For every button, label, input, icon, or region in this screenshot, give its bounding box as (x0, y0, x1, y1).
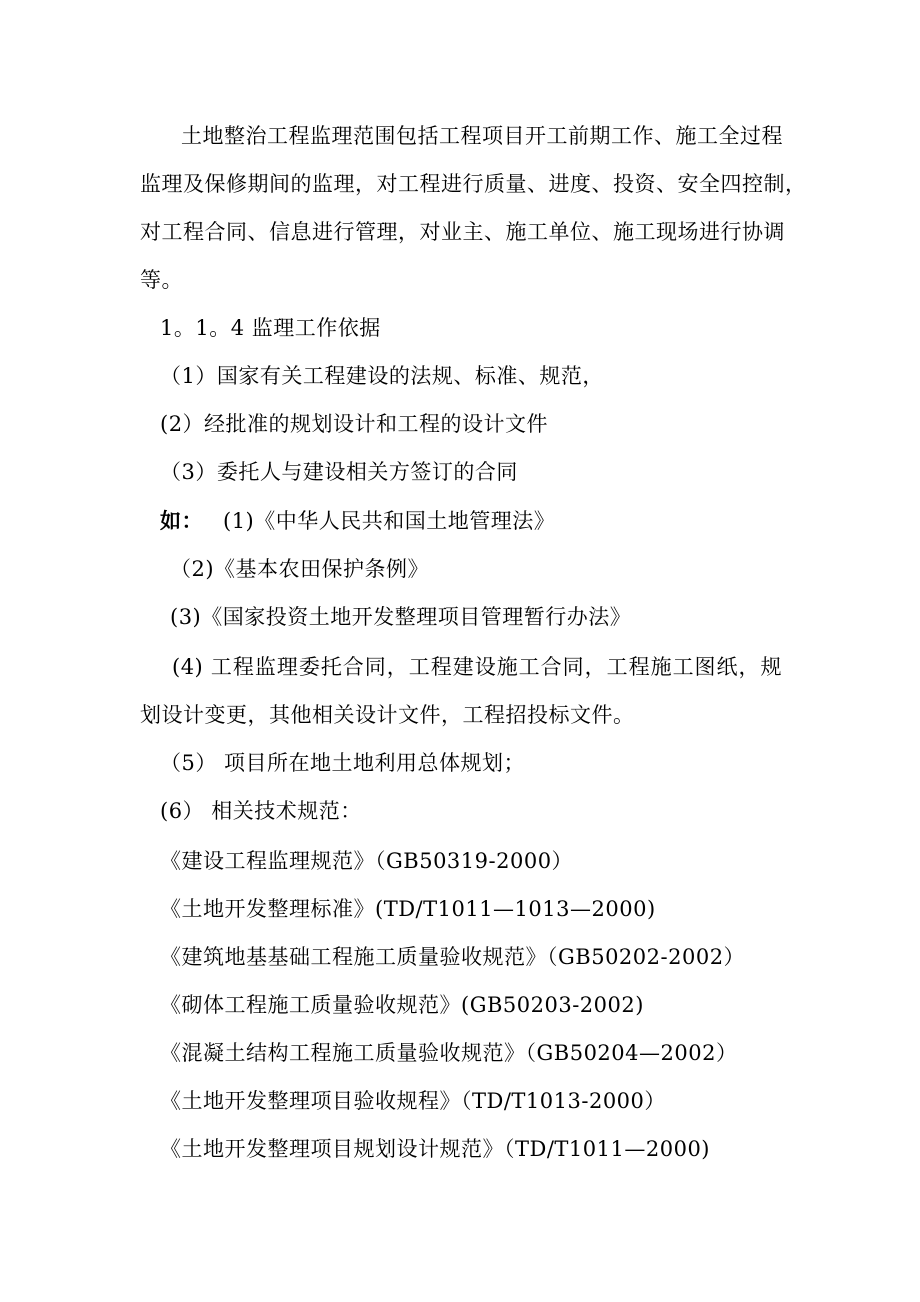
standard-6: 《土地开发整理项目验收规程》（TD/T1013-2000） (160, 1089, 666, 1113)
paragraph-line-4: 等。 (140, 268, 183, 292)
paragraph-line-2: 监理及保修期间的监理，对工程进行质量、进度、投资、安全四控制， (140, 172, 807, 196)
example-item-3: (3)《国家投资土地开发整理项目管理暂行办法》 (170, 605, 632, 629)
example-item-1: (1)《中华人民共和国土地管理法》 (223, 509, 556, 533)
item4-line-2: 划设计变更，其他相关设计文件，工程招投标文件。 (140, 703, 635, 727)
standard-1: 《建设工程监理规范》（GB50319-2000） (160, 849, 574, 873)
standard-2: 《土地开发整理标准》(TD/T1011—1013—2000) (160, 897, 656, 921)
standard-4: 《砌体工程施工质量验收规范》(GB50203-2002) (160, 993, 644, 1017)
item5: （5） 项目所在地土地利用总体规划； (160, 751, 526, 775)
basis-item-3: （3）委托人与建设相关方签订的合同 (160, 460, 518, 484)
item4-line-1: (4) 工程监理委托合同，工程建设施工合同，工程施工图纸，规 (172, 655, 782, 679)
example-row (160, 506, 555, 536)
example-prefix: 如： (160, 508, 203, 533)
standard-3: 《建筑地基基础工程施工质量验收规范》（GB50202-2002） (160, 945, 746, 969)
paragraph-line-3: 对工程合同、信息进行管理，对业主、施工单位、施工现场进行协调 (140, 220, 785, 244)
example-item-2: （2)《基本农田保护条例》 (170, 557, 430, 581)
section-heading: 1。1。4 监理工作依据 (160, 316, 381, 340)
standard-7: 《土地开发整理项目规划设计规范》（TD/T1011—2000) (160, 1137, 711, 1161)
item6: (6） 相关技术规范： (160, 799, 362, 823)
standard-5: 《混凝土结构工程施工质量验收规范》（GB50204—2002） (160, 1041, 738, 1065)
basis-item-1: （1）国家有关工程建设的法规、标准、规范， (160, 364, 604, 388)
basis-item-2: (2）经批准的规划设计和工程的设计文件 (160, 412, 549, 436)
paragraph-line-1: 土地整治工程监理范围包括工程项目开工前期工作、施工全过程 (181, 124, 783, 148)
